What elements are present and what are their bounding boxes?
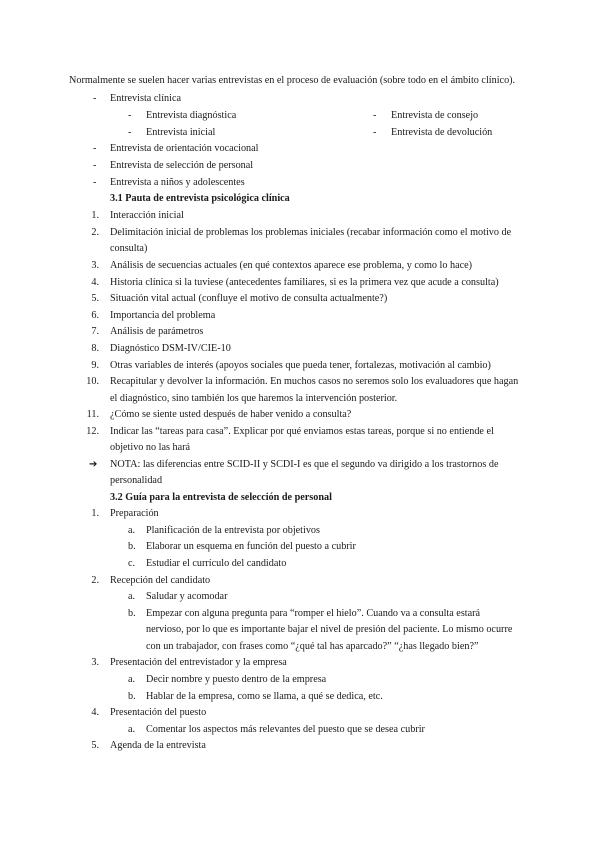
sub-list-item: Entrevista diagnóstica bbox=[146, 110, 237, 121]
item-number: 2. bbox=[91, 227, 99, 238]
bullet-dash: - bbox=[93, 143, 97, 154]
bullet-dash: - bbox=[373, 127, 377, 138]
item-number: 2. bbox=[91, 575, 99, 586]
item-number: 1. bbox=[91, 508, 99, 519]
section-heading: 3.1 Pauta de entrevista psicológica clínica bbox=[110, 193, 290, 204]
item-number: 3. bbox=[91, 657, 99, 668]
numbered-item: Recapitular y devolver la información. En muchos casos no seremos solo los evaluadores que hagan bbox=[110, 376, 519, 387]
sub-item: Estudiar el currículo del candidato bbox=[146, 558, 287, 569]
sub-item: Comentar los aspectos más relevantes del puesto que se desea cubrir bbox=[146, 724, 425, 735]
sub-letter: a. bbox=[128, 591, 136, 602]
sub-list-item: Entrevista de consejo bbox=[391, 110, 479, 121]
numbered-item: ¿Cómo se siente usted después de haber venido a consulta? bbox=[110, 409, 352, 420]
item-number: 5. bbox=[91, 740, 99, 751]
note-text: NOTA: las diferencias entre SCID-II y SCDI-I es que el segundo va dirigido a los trastornos de bbox=[110, 459, 499, 470]
item-number: 1. bbox=[91, 210, 99, 221]
bullet-dash: - bbox=[128, 110, 132, 121]
sub-letter: b. bbox=[128, 608, 136, 619]
sub-item: Elaborar un esquema en función del puesto a cubrir bbox=[146, 541, 356, 552]
sub-letter: c. bbox=[128, 558, 136, 569]
sub-item: Planificación de la entrevista por objetivos bbox=[146, 525, 320, 536]
item-number: 8. bbox=[91, 343, 99, 354]
numbered-item: Preparación bbox=[110, 508, 159, 519]
sub-list-item: Entrevista de devolución bbox=[391, 127, 493, 138]
bullet-dash: - bbox=[93, 160, 97, 171]
item-number: 12. bbox=[86, 426, 99, 437]
item-number: 4. bbox=[91, 707, 99, 718]
list-item: Entrevista de selección de personal bbox=[110, 160, 254, 171]
numbered-item: Indicar las “tareas para casa”. Explicar por qué enviamos estas tareas, porque si no entiende el bbox=[110, 426, 494, 437]
item-number: 6. bbox=[91, 310, 99, 321]
numbered-item: Presentación del puesto bbox=[110, 707, 207, 718]
intro-paragraph: Normalmente se suelen hacer varias entrevistas en el proceso de evaluación (sobre todo en el ámbito clínico). bbox=[69, 75, 516, 86]
sub-letter: a. bbox=[128, 525, 136, 536]
numbered-item: Importancia del problema bbox=[110, 310, 216, 321]
sub-item-cont: con un trabajador, con frases como “¿qué tal has aparcado?” “¿has llegado bien?” bbox=[146, 641, 479, 652]
list-item: Entrevista clínica bbox=[110, 93, 181, 104]
bullet-dash: - bbox=[373, 110, 377, 121]
bullet-dash: - bbox=[93, 93, 97, 104]
item-number: 9. bbox=[91, 360, 99, 371]
section-heading: 3.2 Guía para la entrevista de selección de personal bbox=[110, 492, 332, 503]
sub-item: Hablar de la empresa, como se llama, a qué se dedica, etc. bbox=[146, 691, 383, 702]
list-item: Entrevista de orientación vocacional bbox=[110, 143, 259, 154]
numbered-item: Otras variables de interés (apoyos sociales que pueda tener, fortalezas, motivación al cambio) bbox=[110, 360, 491, 371]
sub-letter: a. bbox=[128, 724, 136, 735]
item-number: 11. bbox=[86, 409, 99, 420]
sub-item: Saludar y acomodar bbox=[146, 591, 228, 602]
item-number: 4. bbox=[91, 277, 99, 288]
numbered-item: Agenda de la entrevista bbox=[110, 740, 206, 751]
item-number: 10. bbox=[86, 376, 99, 387]
item-number: 5. bbox=[91, 293, 99, 304]
numbered-item-cont: el diagnóstico, sino también los que haremos la intervención posterior. bbox=[110, 393, 398, 404]
numbered-item: Situación vital actual (confluye el motivo de consulta actualmente?) bbox=[110, 293, 388, 304]
numbered-item: Análisis de parámetros bbox=[110, 326, 204, 337]
sub-item: Decir nombre y puesto dentro de la empresa bbox=[146, 674, 327, 685]
item-number: 3. bbox=[91, 260, 99, 271]
numbered-item: Diagnóstico DSM-IV/CIE-10 bbox=[110, 343, 231, 354]
sub-letter: b. bbox=[128, 691, 136, 702]
arrow-icon: ➔ bbox=[89, 459, 98, 470]
bullet-dash: - bbox=[93, 177, 97, 188]
sub-letter: b. bbox=[128, 541, 136, 552]
sub-list-item: Entrevista inicial bbox=[146, 127, 216, 138]
numbered-item: Presentación del entrevistador y la empresa bbox=[110, 657, 287, 668]
bullet-dash: - bbox=[128, 127, 132, 138]
numbered-item: Análisis de secuencias actuales (en qué contextos aparece ese problema, y como lo hace) bbox=[110, 260, 473, 271]
numbered-item-cont: objetivo no las hará bbox=[110, 442, 191, 453]
numbered-item: Recepción del candidato bbox=[110, 575, 211, 586]
numbered-item-cont: consulta) bbox=[110, 243, 148, 254]
sub-letter: a. bbox=[128, 674, 136, 685]
list-item: Entrevista a niños y adolescentes bbox=[110, 177, 245, 188]
numbered-item: Delimitación inicial de problemas los problemas iniciales (recabar información como el motivo de bbox=[110, 227, 512, 238]
sub-item: Empezar con alguna pregunta para “romper el hielo”. Cuando va a consulta estará bbox=[146, 608, 481, 619]
sub-item-cont: nervioso, por lo que es importante bajar el nivel de presión del paciente. Lo mismo ocurre bbox=[146, 624, 513, 635]
note-text-cont: personalidad bbox=[110, 475, 163, 486]
numbered-item: Interacción inicial bbox=[110, 210, 184, 221]
item-number: 7. bbox=[91, 326, 99, 337]
numbered-item: Historia clínica si la tuviese (antecedentes familiares, si es la primera vez que acude a consulta) bbox=[110, 277, 499, 288]
